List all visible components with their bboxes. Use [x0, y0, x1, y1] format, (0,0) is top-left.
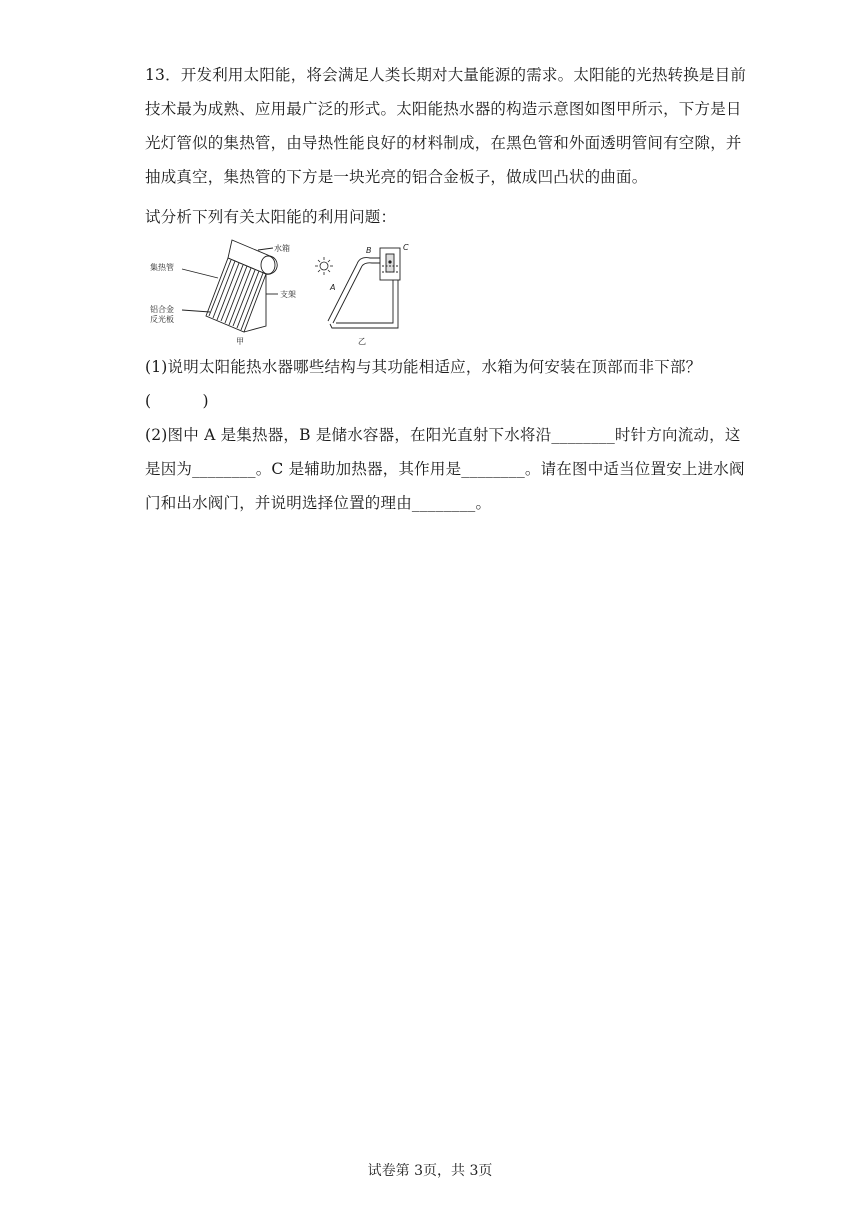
label-water-tank: 水箱 — [274, 244, 290, 253]
sun-icon — [315, 257, 333, 275]
sub-question-1 — [145, 350, 720, 418]
intro-line-2: 技术最为成熟、应用最广泛的形式。太阳能热水器的构造示意图如图甲所示，下方是日 — [145, 100, 742, 118]
label-plate-line2: 反光板 — [150, 315, 174, 324]
sub-question-2-line-2: 是因为________。C 是辅助加热器，其作用是________。请在图中适当位置安上进水阀 — [145, 460, 745, 478]
analysis-prompt — [145, 200, 720, 234]
answer-parentheses: ( ) — [145, 392, 209, 410]
caption-jia: 甲 — [236, 337, 244, 346]
label-a: A — [330, 283, 336, 292]
sub-question-2-line-3: 门和出水阀门，并说明选择位置的理由________。 — [145, 494, 492, 512]
figure-jia — [150, 240, 296, 346]
sub-question-2 — [145, 418, 745, 520]
label-c: C — [403, 243, 409, 252]
intro-line-1: 13．开发利用太阳能，将会满足人类长期对大量能源的需求。太阳能的光热转换是目前 — [145, 66, 747, 84]
label-stand: 支架 — [280, 290, 296, 299]
page-footer: 试卷第 3页，共 3页 — [367, 1163, 493, 1179]
solar-heater-figure — [140, 236, 430, 346]
label-collector-tube: 集热管 — [150, 263, 174, 272]
intro-line-4: 抽成真空，集热管的下方是一块光亮的铝合金板子，做成凹凸状的曲面。 — [145, 168, 648, 186]
intro-line-3: 光灯管似的集热管，由导热性能良好的材料制成，在黑色管和外面透明管间有空隙，并 — [145, 134, 742, 152]
question-intro — [145, 58, 747, 194]
sub-question-2-line-1: (2)图中 A 是集热器，B 是储水容器，在阳光直射下水将沿________时针方向流动，这 — [145, 426, 741, 444]
caption-yi: 乙 — [358, 337, 366, 346]
figure-yi — [315, 243, 409, 346]
label-b: B — [366, 246, 372, 255]
solar-heater-diagram — [140, 236, 430, 346]
label-plate-line1: 铝合金 — [150, 305, 174, 314]
analysis-prompt-text: 试分析下列有关太阳能的利用问题： — [145, 208, 397, 226]
sub-question-1-text: (1)说明太阳能热水器哪些结构与其功能相适应，水箱为何安装在顶部而非下部？ — [145, 358, 702, 376]
